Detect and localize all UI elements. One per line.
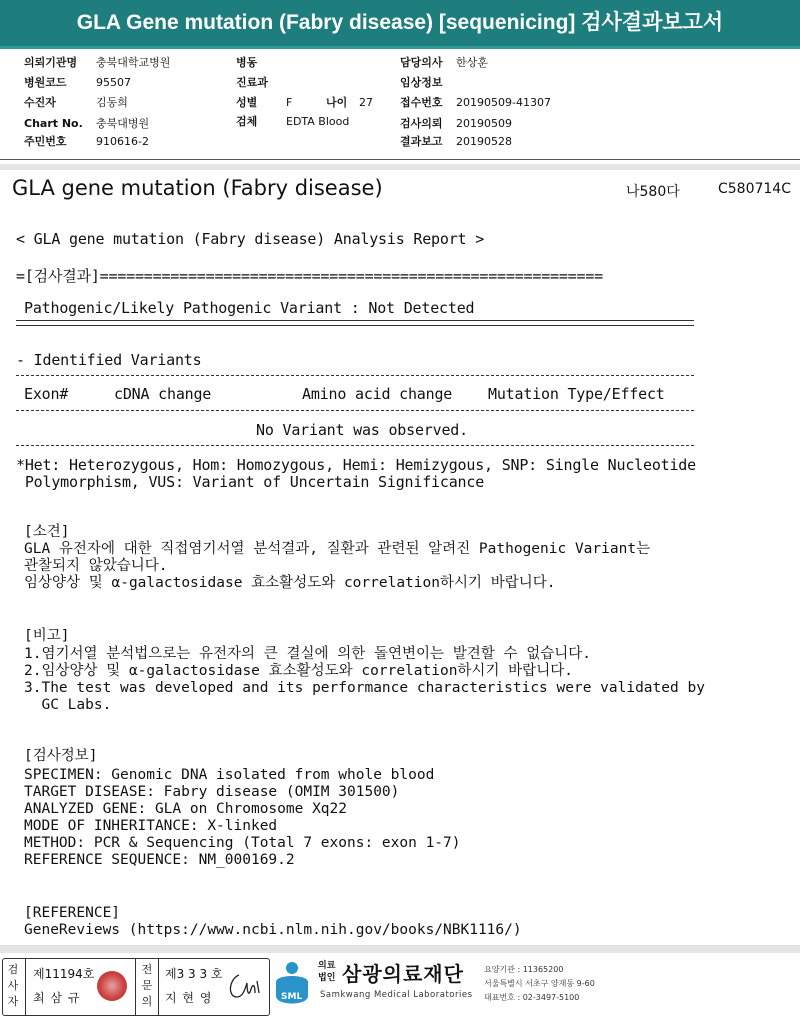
examiner-label: 검사자 — [7, 963, 19, 1008]
logo-text: SML — [281, 992, 303, 1002]
divider — [16, 375, 694, 376]
report-date-label: 결과보고 — [400, 135, 443, 148]
remark-text: 1.염기서열 분석법으로는 유전자의 큰 결실에 의한 돌연변이는 발견할 수 없습니다. — [24, 646, 591, 662]
report-date: 20190528 — [456, 135, 512, 148]
hospital-code-label: 병원코드 — [24, 76, 67, 89]
resident-id: 910616-2 — [96, 135, 149, 148]
divider — [158, 959, 159, 1015]
remark-text: GC Labs. — [24, 697, 112, 713]
footer — [0, 958, 800, 1018]
receipt-no: 20190509-41307 — [456, 96, 551, 109]
org-english-name: Samkwang Medical Laboratories — [320, 990, 473, 1000]
test-info-line: METHOD: PCR & Sequencing (Total 7 exons: exon 1-7) — [24, 835, 461, 851]
specimen: EDTA Blood — [286, 115, 350, 128]
no-variant-text: No Variant was observed. — [256, 421, 468, 439]
remark-text: 3.The test was developed and its performance characteristics were validated by — [24, 680, 705, 696]
test-info-line: TARGET DISEASE: Fabry disease (OMIM 301500) — [24, 784, 400, 800]
divider — [16, 410, 694, 411]
patient-label: 수진자 — [24, 96, 56, 109]
ward-label: 병동 — [236, 56, 258, 69]
chart-no: 충북대병원 — [96, 117, 150, 130]
doctor-label: 담당의사 — [400, 56, 443, 69]
dept-label: 진료과 — [236, 76, 268, 89]
report-code: 나580다 — [626, 184, 680, 200]
signature-box — [2, 958, 270, 1016]
receipt-label: 접수번호 — [400, 96, 443, 109]
age: 27 — [359, 96, 373, 109]
test-info-line: SPECIMEN: Genomic DNA isolated from whole blood — [24, 767, 435, 783]
patient-name: 김동희 — [96, 96, 128, 109]
age-label: 나이 — [326, 96, 348, 109]
reference-link[interactable]: GeneReviews (https://www.ncbi.nlm.nih.gov/books/NBK1116/) — [24, 922, 522, 938]
identified-variants-heading: - Identified Variants — [16, 351, 202, 369]
examiner-license: 제11194호 — [33, 967, 95, 981]
chart-label: Chart No. — [24, 117, 83, 130]
result-heading: =[검사결과]========================================================= — [16, 267, 604, 285]
patient-info — [0, 54, 800, 158]
request-date: 20190509 — [456, 117, 512, 130]
remark-heading: [비고] — [24, 628, 70, 644]
hospital-name: 충북대학교병원 — [96, 56, 171, 69]
clinical-label: 임상정보 — [400, 76, 443, 89]
reference-heading: [REFERENCE] — [24, 905, 121, 921]
table-header-cdna: cDNA change — [114, 385, 212, 403]
divider — [16, 445, 694, 446]
id-label: 주민번호 — [24, 135, 67, 148]
specialist-name: 지 현 영 — [165, 991, 213, 1005]
test-info-line: REFERENCE SEQUENCE: NM_000169.2 — [24, 852, 295, 868]
abbreviation-note: *Het: Heterozygous, Hom: Homozygous, Hemi: Hemizygous, SNP: Single Nucleotide — [16, 456, 696, 474]
divider — [0, 159, 800, 160]
signature-icon — [225, 969, 265, 1005]
test-info-line: ANALYZED GENE: GLA on Chromosome Xq22 — [24, 801, 348, 817]
request-label: 검사의뢰 — [400, 117, 443, 130]
divider — [0, 164, 800, 170]
opinion-heading: [소견] — [24, 524, 70, 540]
opinion-text: GLA 유전자에 대한 직접염기서열 분석결과, 질환과 관련된 알려진 Pathogenic Variant는 — [24, 541, 651, 557]
org-address: 서울특별시 서초구 양재동 9-60 — [484, 979, 595, 988]
org-phone: 대표번호 : 02-3497-5100 — [484, 993, 580, 1002]
sex: F — [286, 96, 293, 109]
opinion-text: 임상양상 및 α-galactosidase 효소활성도와 correlation하시기 바랍니다. — [24, 575, 556, 591]
official-seal-icon — [97, 971, 127, 1001]
opinion-text: 관찰되지 않았습니다. — [24, 558, 168, 574]
hospital-code: 95507 — [96, 76, 131, 89]
test-info-line: MODE OF INHERITANCE: X-linked — [24, 818, 278, 834]
report-code: C580714C — [718, 181, 791, 197]
abbreviation-note: Polymorphism, VUS: Variant of Uncertain Significance — [16, 473, 485, 491]
table-header-amino: Amino acid change — [302, 385, 453, 403]
divider — [0, 945, 800, 953]
divider — [16, 320, 694, 326]
hospital-name-label: 의뢰기관명 — [24, 56, 78, 69]
table-header-exon: Exon# — [24, 385, 69, 403]
test-info-heading: [검사정보] — [24, 748, 98, 764]
sml-logo-icon — [272, 960, 316, 1012]
doctor: 한상훈 — [456, 56, 488, 69]
specimen-label: 검체 — [236, 115, 258, 128]
org-code: 요양기관 : 11365200 — [484, 965, 564, 974]
specialist-license: 제3 3 3 호 — [165, 967, 223, 981]
divider — [25, 959, 26, 1015]
analysis-heading: < GLA gene mutation (Fabry disease) Analysis Report > — [16, 230, 485, 248]
specialist-label: 전문의 — [141, 963, 153, 1008]
remark-text: 2.임상양상 및 α-galactosidase 효소활성도와 correlation하시기 바랍니다. — [24, 663, 573, 679]
sex-label: 성별 — [236, 96, 258, 109]
org-type: 의료 법인 — [318, 961, 336, 983]
report-title: GLA Gene mutation (Fabry disease) [sequenicing] 검사결과보고서 — [0, 0, 800, 49]
report-heading: GLA gene mutation (Fabry disease) — [12, 176, 383, 200]
pathogenic-result: Pathogenic/Likely Pathogenic Variant : Not Detected — [24, 299, 475, 317]
org-name: 삼광의료재단 — [342, 962, 464, 986]
divider — [135, 959, 136, 1015]
table-header-mutation: Mutation Type/Effect — [488, 385, 665, 403]
examiner-name: 최 삼 규 — [33, 991, 81, 1005]
